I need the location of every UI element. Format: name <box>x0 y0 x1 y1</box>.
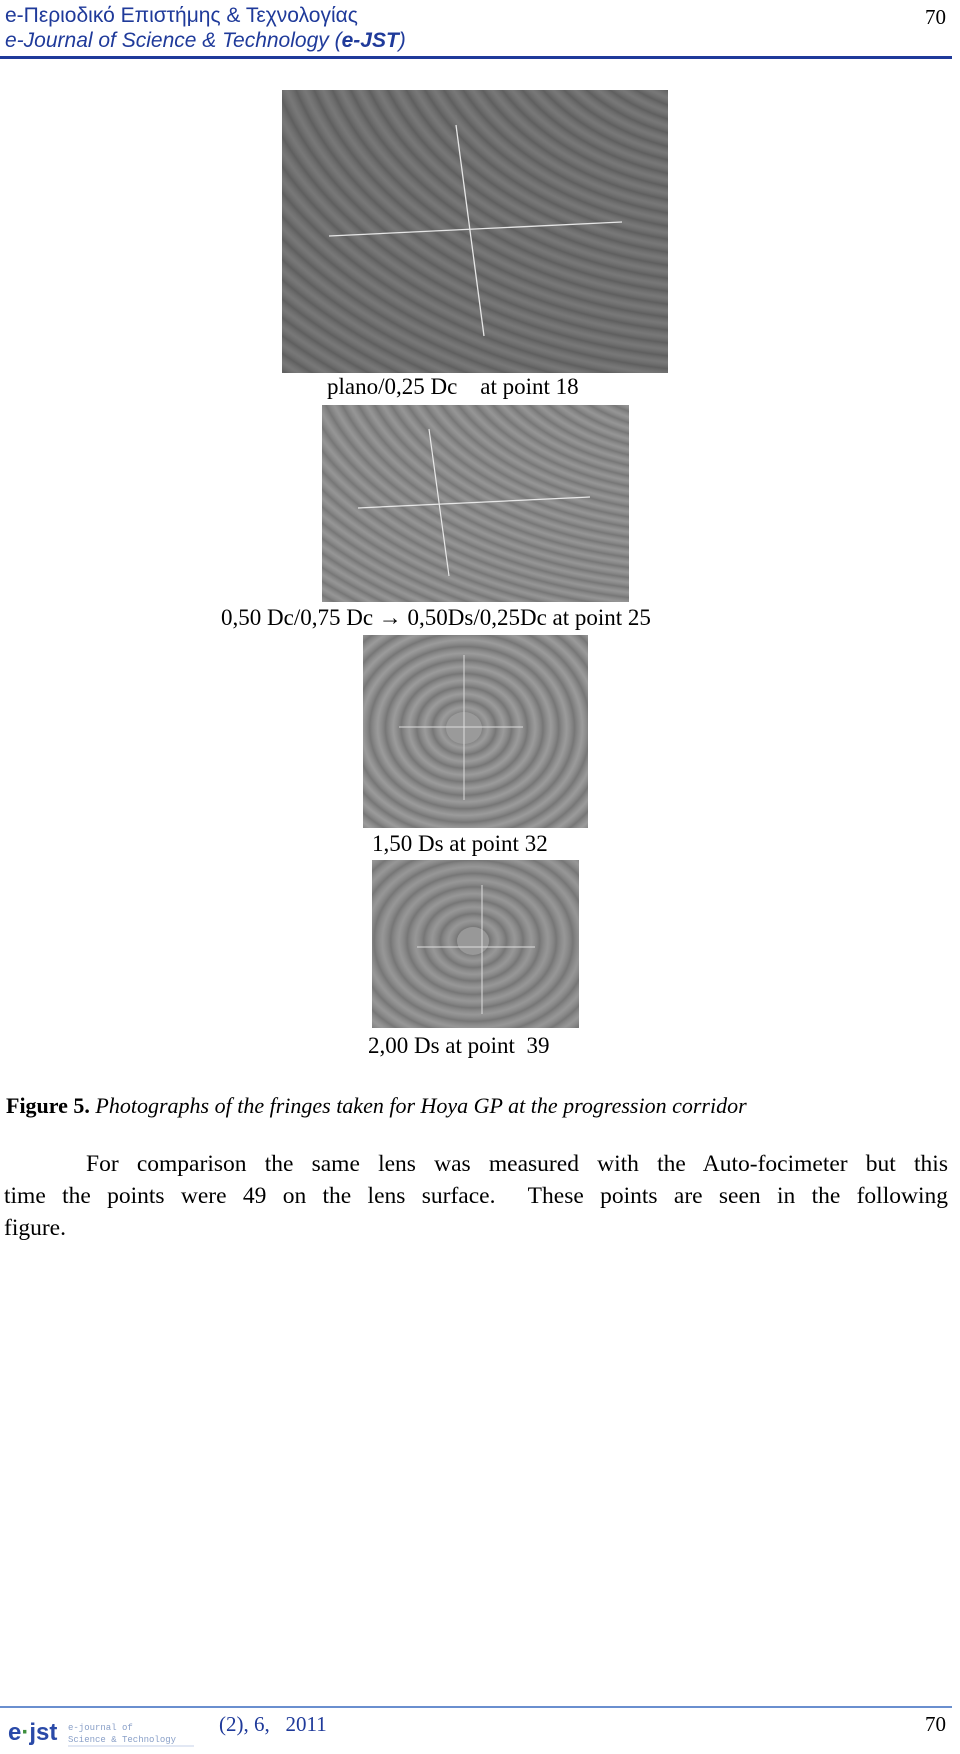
fringe-photo-point-18 <box>282 90 668 373</box>
body-line: For comparison the same lens was measured with the Auto-focimeter but this <box>86 1151 948 1177</box>
figure-caption-point-32: 1,50 Ds at point 32 <box>372 831 548 856</box>
header-divider <box>0 56 952 59</box>
figure-5-text: Photographs of the fringes taken for Hoya GP at the progression corridor <box>89 1093 747 1118</box>
journal-abbrev: e-JST <box>341 29 399 52</box>
header-page-number: 70 <box>925 5 946 29</box>
figure-caption-point-39: 2,00 Ds at point 39 <box>368 1033 550 1058</box>
journal-title-english: e-Journal of Science & Technology (e-JST) <box>5 29 406 52</box>
figure-caption-point-25: 0,50 Dc/0,75 Dc → 0,50Ds/0,25Dc at point 25 <box>221 605 651 630</box>
body-line: time the points were 49 on the lens surface. These points are seen in the following <box>4 1183 948 1209</box>
svg-text:e·jst: e·jst <box>8 1719 58 1746</box>
footer-divider <box>0 1706 952 1708</box>
body-line: figure. <box>4 1215 66 1241</box>
issue-info: (2), 6, 2011 <box>219 1712 327 1736</box>
logo-subtitle-1: e-journal of <box>68 1723 133 1733</box>
body-paragraph <box>4 1148 948 1244</box>
logo-subtitle-2: Science & Technology <box>68 1735 177 1745</box>
fringe-photo-point-25 <box>322 405 629 602</box>
figure-5-caption <box>6 1093 747 1119</box>
ejst-logo <box>6 1713 196 1749</box>
footer-page-number: 70 <box>925 1712 946 1736</box>
journal-title-greek: e-Περιοδικό Επιστήμης & Τεχνολογίας <box>5 4 358 27</box>
figure-5-label: Figure 5. <box>6 1093 90 1118</box>
fringe-photo-point-39 <box>372 860 579 1028</box>
fringe-photo-point-32 <box>363 635 588 828</box>
figure-caption-point-18: plano/0,25 Dc at point 18 <box>327 374 579 399</box>
